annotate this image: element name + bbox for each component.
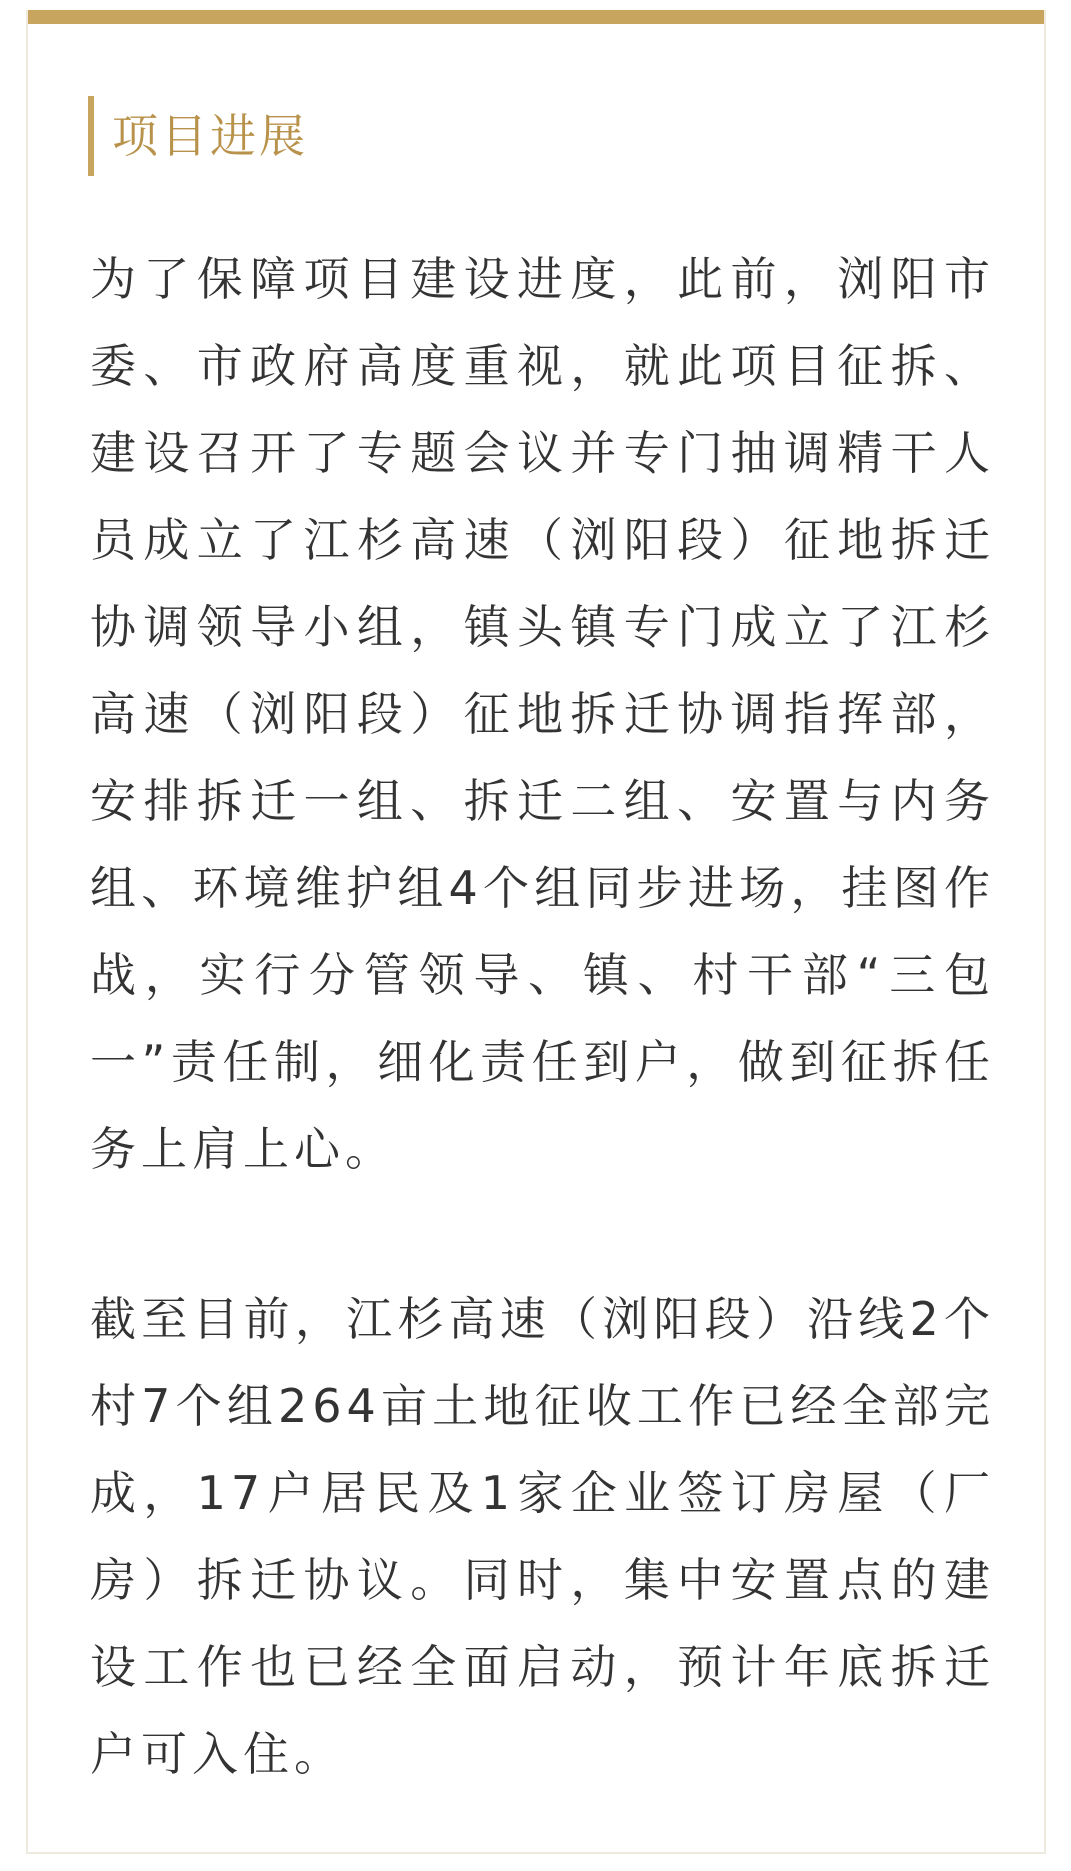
paragraph-project-progress: 为了保障项目建设进度，此前，浏阳市委、市政府高度重视，就此项目征拆、建设召开了专题会议并专门抽调精干人员成立了江杉高速（浏阳段）征地拆迁协调领导小组，镇头镇专门成立了江杉高速（浏阳段）征地拆迁协调指挥部，安排拆迁一组、拆迁二组、安置与内务组、环境维护组4个组同步进场，挂图作战，实行分管领导、镇、村干部“三包一”责任制，细化责任到户，做到征拆任务上肩上心。 xyxy=(90,252,995,1176)
heading-accent-line xyxy=(88,96,94,176)
top-accent-bar xyxy=(28,10,1044,24)
paragraph-current-status: 截至目前，江杉高速（浏阳段）沿线2个村7个组264亩土地征收工作已经全部完成，17户居民及1家企业签订房屋（厂房）拆迁协议。同时，集中安置点的建设工作也已经全面启动，预计年底拆迁户可入住。 xyxy=(90,1292,995,1781)
section-heading xyxy=(88,96,308,176)
article-card xyxy=(26,10,1046,1854)
section-title: 项目进展 xyxy=(112,109,308,163)
